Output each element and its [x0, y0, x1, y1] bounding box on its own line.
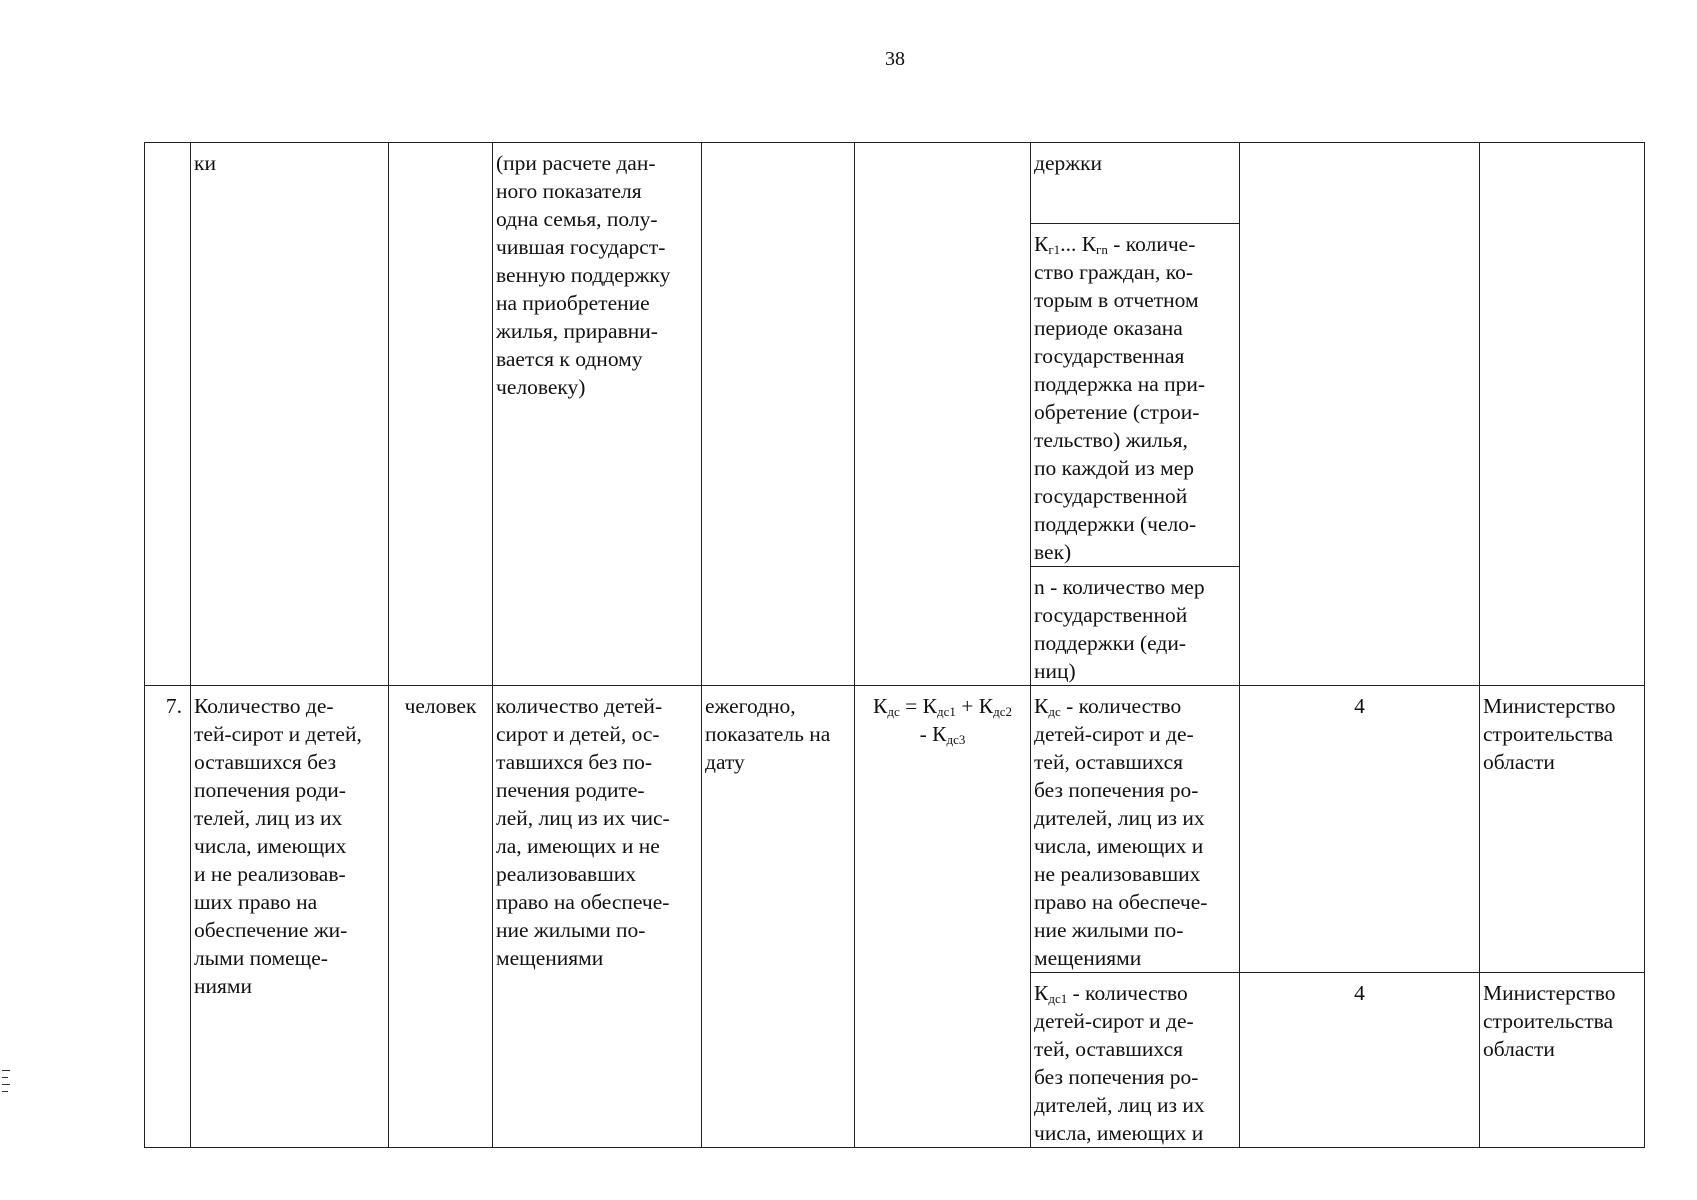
- variables-subtable: [1031, 143, 1239, 685]
- cell-formula: $К_{дс} = К_{дс1} + К_{дс2}$ - $К_{дс3}$: [855, 685, 1031, 1147]
- cell-indicator: Количество де- тей-сирот и детей, оставшихся без попечения роди- телей, лиц из их числа, имеющих и не реализовав- ших право на обеспечение жи- лыми помеще- ниями: [191, 685, 389, 1147]
- cell-indicator: ки: [191, 143, 389, 686]
- cell-target: 4: [1240, 685, 1480, 972]
- page-number: 38: [885, 48, 905, 70]
- cell-definition: количество детей- сирот и детей, ос- тавшихся без по- печения родите- лей, лиц из их чис- ла, имеющих и не реализовавших право на обеспече- ние жилыми по- мещениями: [493, 685, 702, 1147]
- variable-text: держки: [1034, 151, 1103, 175]
- cell-organization: [1480, 143, 1645, 686]
- cell-period: [702, 143, 855, 686]
- table-row-continued: [145, 143, 1645, 686]
- cell-definition: (при расчете дан- ного показателя одна семья, полу- чившая государст- венную поддержку на приобретение жилья, приравни- вается к одному человеку): [493, 143, 702, 686]
- cell-variables: [1031, 143, 1240, 686]
- table-row-7: [145, 685, 1645, 972]
- cell-unit: человек: [389, 685, 493, 1147]
- variable-text: $К_{дс1}$ - количество детей-сирот и де- тей, оставшихся без попечения ро- дителей, лиц из их числа, имеющих и: [1031, 972, 1240, 1147]
- cell-unit: [389, 143, 493, 686]
- indicator-table: [144, 142, 1645, 1148]
- cell-formula: [855, 143, 1031, 686]
- variable-text: n - количество мер государственной поддержки (еди- ниц): [1031, 566, 1239, 685]
- cell-target: 4: [1240, 972, 1480, 1147]
- variable-text: $К_{дс}$ - количество детей-сирот и де- тей, оставшихся без попечения ро- дителей, лиц из их числа, имеющих и не реализовавших право на обеспече- ние жилыми по- мещениями: [1031, 685, 1240, 972]
- cell-period: ежегодно, показатель на дату: [702, 685, 855, 1147]
- cell-organization: Министерство строительства области: [1480, 972, 1645, 1147]
- margin-scan-marks: [2, 1070, 10, 1098]
- variable-text: $К_{г1}$... $К_{гn}$ - количе- ство граждан, ко- торым в отчетном периоде оказана государственная поддержка на при- обретение (строи- тельство) жилья, по каждой из мер государственной поддержки (чело- век): [1031, 223, 1239, 566]
- cell-number: [145, 143, 191, 686]
- cell-target: [1240, 143, 1480, 686]
- cell-number: 7.: [145, 685, 191, 1147]
- cell-organization: Министерство строительства области: [1480, 685, 1645, 972]
